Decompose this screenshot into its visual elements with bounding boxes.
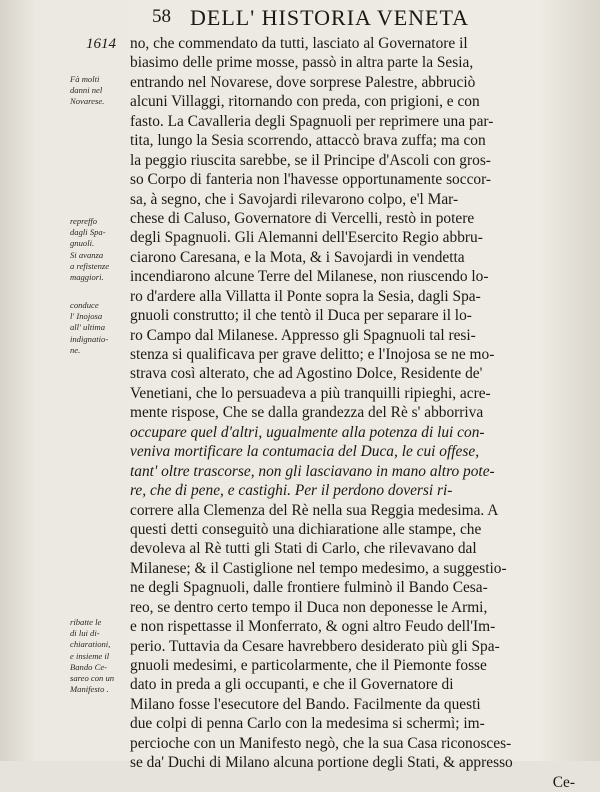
- text-line: percioche con un Manifesto negò, che la sua Casa riconosces-: [130, 734, 512, 752]
- text-line: Milanese; & il Castiglione nel tempo medesimo, a suggestio-: [130, 559, 507, 577]
- text-line: gnuoli construtto; il che tentò il Duca per separare il lo-: [130, 307, 472, 325]
- text-line: questi detti conseguitò una dichiaratione alle stampe, che: [130, 520, 482, 538]
- text-line: gnuoli medesimi, e particolarmente, che il Piemonte fosse: [130, 657, 487, 674]
- text-line: devoleva al Rè tutti gli Stati di Carlo, che rilevavano dal: [130, 540, 477, 558]
- margin-note-line: chiarationi,: [70, 639, 111, 650]
- text-line: degli Spagnuoli. Gli Alemanni dell'Esercito Regio abbru-: [130, 229, 483, 247]
- text-line: e non rispettasse il Monferrato, & ogni altro Feudo dell'Im-: [130, 618, 496, 636]
- margin-note-line: Fà molti: [70, 74, 100, 84]
- text-line: no, che commendato da tutti, lasciato al Governatore il: [130, 35, 468, 52]
- margin-note-4: [70, 617, 128, 695]
- margin-note-line: repreffo: [70, 216, 98, 226]
- page-number: 58: [152, 6, 171, 27]
- text-line: tita, lungo la Sesia scorrendo, attaccò brava zuffa; ma con: [130, 132, 486, 150]
- text-line: dato in preda a gli occupanti, e che il Governatore di: [130, 676, 454, 694]
- margin-note-line: Bando Ce-: [70, 661, 107, 672]
- text-line: due colpi di penna Carlo con la medesima si schermì; im-: [130, 715, 485, 733]
- margin-note-line: di lui di-: [70, 628, 100, 639]
- text-line: alcuni Villaggi, ritornando con preda, con prigioni, e con: [130, 93, 480, 111]
- margin-note-line: dagli Spa-: [70, 227, 106, 238]
- text-line: re, che di pene, e castighi. Per il perdono doversi ri-: [130, 482, 453, 500]
- margin-note-line: conduce: [70, 300, 99, 310]
- margin-note-line: Novarese.: [70, 96, 105, 107]
- text-line: sa, à segno, che i Savojardi rilevarono colpo, e'l Mar-: [130, 190, 459, 208]
- margin-note-line: l' Inojosa: [70, 311, 103, 322]
- margin-note-2: [70, 216, 128, 283]
- text-line: stenza si qualificava per grave delitto; e l'Inojosa se ne mo-: [130, 346, 495, 363]
- text-line: occupare quel d'altri, ugualmente alla potenza di lui con-: [130, 423, 485, 441]
- text-line: ro d'ardere alla Villatta il Ponte sopra la Sesia, dagli Spa-: [130, 287, 481, 305]
- text-line: Venetiani, che lo persuadeva a più tranquilli ripieghi, acre-: [130, 384, 491, 402]
- text-line: entrando nel Novarese, dove sorprese Palestre, abbruciò: [130, 73, 476, 91]
- text-line: correre alla Clemenza del Rè nella sua Reggia medesima. A: [130, 501, 499, 519]
- text-line: la peggio riuscita sarebbe, se il Principe d'Ascoli con gros-: [130, 151, 491, 169]
- text-line: incendiarono alcune Terre del Milanese, non riuscendo lo-: [130, 268, 489, 286]
- margin-note-line: maggiori.: [70, 272, 104, 283]
- text-line: fasto. La Cavalleria degli Spagnuoli per reprimere una par-: [130, 112, 494, 130]
- margin-note-line: ribatte le: [70, 617, 102, 627]
- text-line: ro Campo dal Milanese. Appresso gli Spagnuoli tal resi-: [130, 326, 476, 344]
- text-line: tant' oltre trascorse, non gli lasciavano in mano altro pote-: [130, 462, 495, 480]
- text-line: ne degli Spagnuoli, dalle frontiere fulminò il Bando Cesa-: [130, 579, 488, 597]
- margin-note-line: gnuoli.: [70, 238, 95, 249]
- text-line: chese di Caluso, Governatore di Vercelli, restò in potere: [130, 209, 475, 227]
- text-line: Milano fosse l'esecutore del Bando. Facilmente da questi: [130, 695, 481, 713]
- margin-note-1: [70, 74, 128, 108]
- margin-note-line: danni nel: [70, 85, 103, 96]
- margin-note-line: indignatio-: [70, 333, 109, 344]
- margin-note-line: Manifesto .: [70, 684, 109, 695]
- margin-note-3: [70, 300, 128, 356]
- text-line: reo, se dentro certo tempo il Duca non deponesse le Armi,: [130, 598, 488, 616]
- margin-note-line: e insieme il: [70, 650, 110, 661]
- text-line: strava così alterato, che ad Agostino Dolce, Residente de': [130, 365, 483, 383]
- text-line: ciarono Caresana, e la Mota, & i Savojardi in vendetta: [130, 248, 465, 266]
- text-line: se da' Duchi di Milano alcuna portione degli Stati, & appresso: [130, 754, 513, 772]
- running-head: DELL' HISTORIA VENETA: [190, 5, 470, 30]
- catchword: Ce-: [552, 773, 575, 791]
- text-line: biasimo delle prime mosse, passò in altra parte la Sesia,: [130, 54, 474, 72]
- year-marginal: 1614: [86, 36, 116, 52]
- text-line: mente rispose, Che se dalla grandezza del Rè s' abborriva: [130, 404, 484, 422]
- text-line: perio. Tuttavia da Cesare havrebbero desiderato più gli Spa-: [130, 637, 500, 655]
- margin-note-line: a refistenze: [70, 260, 110, 271]
- body-text: [130, 34, 575, 792]
- margin-note-line: Si avanza: [70, 249, 104, 260]
- text-line: so Corpo di fanteria non l'havesse opportunamente soccor-: [130, 171, 492, 189]
- margin-note-line: sareo con un: [70, 673, 115, 684]
- margin-note-line: all' ultima: [70, 322, 106, 333]
- margin-note-line: ne.: [70, 344, 81, 355]
- text-line: veniva mortificare la contumacia del Duca, le cui offese,: [130, 443, 480, 461]
